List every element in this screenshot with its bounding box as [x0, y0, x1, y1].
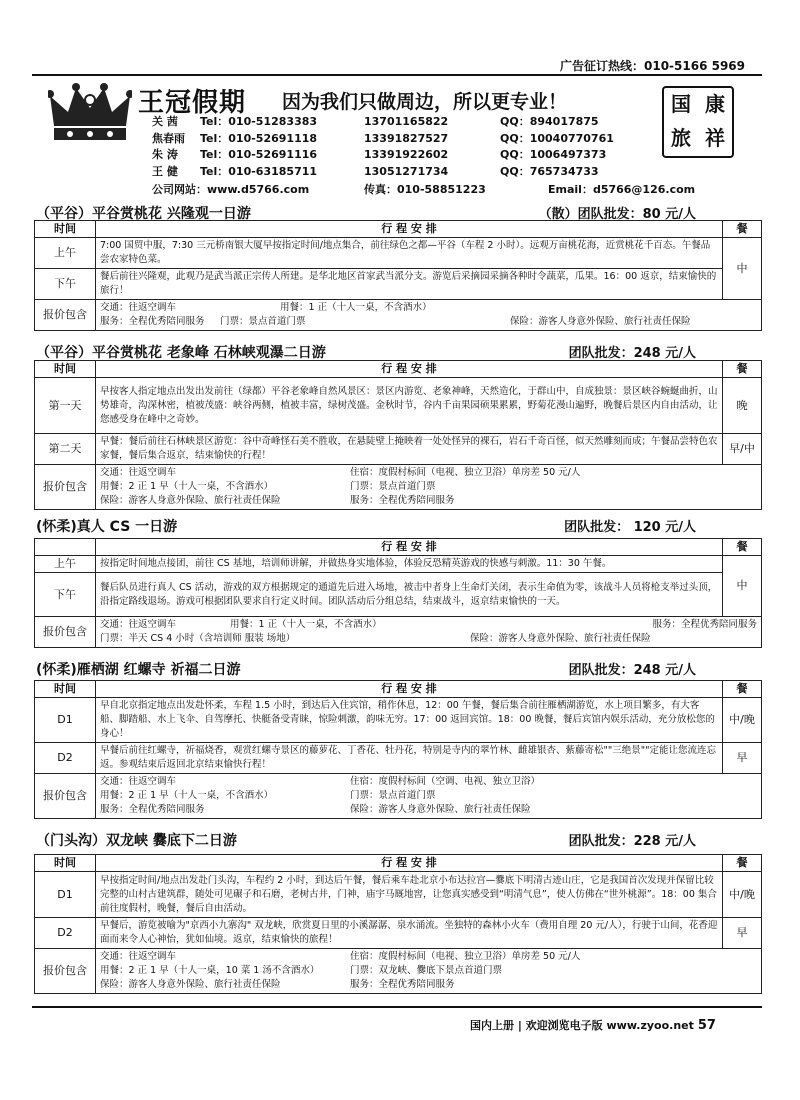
company-website[interactable]: 公司网站：www.d5766.com: [152, 183, 310, 196]
contact-row: 王 健 Tel：010-63185711 13051271734 QQ：765734733: [152, 164, 599, 178]
table-row: 第一天 早按客人指定地点出发出发前往（绿都）平谷老象峰自然风景区：景区内游览、老象神峰，天然造化，于群山中，自成独景：景区峡谷蜿蜒曲折，山势雄奇，沟深林密，植被茂盛：峡谷两侧，植被丰富，绿树茂盛。金秋时节，谷内千亩果园硕果累累，野菊花漫山遍野，晚餐后景区内自由活动，让您感受身在峰中之奇妙。 晚: [35, 378, 762, 434]
table-row: D2 早餐后前往红螺寺，祈福烧香，观赏红螺寺景区的藤萝花、丁香花、牡丹花，特别是寺内的翠竹林、雌雄银杏、紫藤寄松""三绝景""定能让您流连忘返。参观结束后返回北京结束愉快行程！ 早: [35, 743, 762, 774]
itinerary-table: 时间 行 程 安 排 餐 第一天 早按客人指定地点出发出发前往（绿都）平谷老象峰自然风景区：景区内游览、老象神峰，天然造化，于群山中，自成独景：景区峡谷蜿蜒曲折，山势雄奇，沟深林密，植被茂盛：峡谷两侧，植被丰富，绿树茂盛。金秋时节，谷内千亩果园硕果累累，野菊花漫山遍野，晚餐后景区内自由活动，让您感受身在峰中之奇妙。 晚 第二天 早餐：餐后前往石林峡景区游览：谷中奇峰怪石美不胜收，在悬陡壁上掩映着一处处怪异的裸石，岩石千奇百怪，似天然雕刻而成；午餐品尝特色农家餐，餐后集合返京，结束愉快的行程！ 早/中 报价包含 交通：往返空调车 住宿：度假村标间（电视、独立卫浴）单房差 50 元/人 用餐：2 正 1 早（十人一桌，不含酒水） 门票：景点首道门票 保险：游客人身意外保险、旅行社责任保险 服务：全程优秀陪同服务: [34, 360, 762, 510]
tour-price: （散）团队批发：80 元/人: [538, 207, 696, 222]
table-row: 第二天 早餐：餐后前往石林峡景区游览：谷中奇峰怪石美不胜收，在悬陡壁上掩映着一处处怪异的裸石，岩石千奇百怪，似天然雕刻而成；午餐品尝特色农家餐，餐后集合返京，结束愉快的行程！ 早/中: [35, 434, 762, 465]
tour-title: （平谷）平谷赏桃花 兴隆观一日游 （散）团队批发：80 元/人: [36, 203, 696, 223]
tour-price: 团队批发：228 元/人: [568, 834, 696, 849]
tour-price: 团队批发：248 元/人: [568, 346, 696, 361]
tour-title: （平谷）平谷赏桃花 老象峰 石林峡观瀑二日游 团队批发：248 元/人: [36, 342, 696, 362]
table-row: 下午 餐后队员进行真人 CS 活动，游戏的双方根据规定的通道先后进入场地，被击中者身上生命灯关闭，表示生命值为零，该战斗人员将枪支举过头顶，沿指定路线退场。游戏可根据团队要求自行定义时间。团队活动后分组总结，结束战斗，返京结束愉快的一天。: [35, 573, 762, 617]
ad-hotline: 广告征订热线：010-5166 5969: [560, 59, 746, 73]
page-footer: [470, 1017, 716, 1033]
email-address[interactable]: Email：d5766@126.com: [548, 183, 696, 196]
web-contact-row: [152, 181, 695, 197]
service-row: 报价包含 交通：往返空调车 用餐：1 正（十人一桌，不含酒水） 服务：全程优秀陪同服务 门票：景点首道门票 保险：游客人身意外保险、旅行社责任保险: [35, 300, 762, 331]
contact-row: 焦春雨 Tel：010-52691118 13391827527 QQ：10040770761: [152, 131, 614, 145]
service-row: 报价包含 交通：往返空调车 住宿：度假村标间（电视、独立卫浴）单房差 50 元/人 用餐：2 正 1 早（十人一桌，10 菜 1 汤不含酒水） 门票：双龙峡、爨底下景点首道门票 保险：游客人身意外保险、旅行社责任保险 服务：全程优秀陪同服务: [35, 949, 762, 994]
contact-row: 朱 涛 Tel：010-52691116 13391922602 QQ：1006497373: [152, 148, 607, 161]
table-row: 上午 按指定时间地点接团，前往 CS 基地，培训师讲解，并做热身实地体验，体验反恐精英游戏的快感与刺激。11：30 午餐。 中: [35, 556, 762, 573]
brand-slogan: 因为我们只做周边，所以更专业！: [282, 91, 568, 113]
brand-name: 王冠假期: [138, 88, 247, 118]
tour-title: (怀柔)雁栖湖 红螺寺 祈福二日游 团队批发：248 元/人: [36, 659, 696, 679]
table-row: 下午 餐后前往兴隆观，此观乃是武当派正宗传人所建。是华北地区首家武当派分支。游览后采摘园采摘各种时令蔬菜，瓜果。16：00 返京，结束愉快的旅行！: [35, 269, 762, 300]
tour-price: 团队批发： 120 元/人: [564, 520, 696, 535]
footer-text: 国内上册 | 欢迎浏览电子版 www.zyoo.net: [470, 1019, 694, 1032]
itinerary-table: 时间 行 程 安 排 餐 D1 早按指定时间/地点出发赴门头沟，车程约 2 小时，到达后午餐，餐后乘车赴北京小布达拉宫—爨底下明清古迹山庄，它是我国首次发现并保留比较完整的山村古建筑群，随处可见碾子和石磨，老树古井，门神，庙宇马厩地窖，让您真实感受到“明清气息”，使人仿佛在“世外桃源”。18：00 集合前往度假村，晚餐，餐后自由活动。 中/晚 D2 早餐后，游览被喻为"京西小九寨沟" 双龙峡，欣赏夏日里的小溪潺潺、泉水涌流。坐独特的森林小火车（费用自理 20 元/人），行驶于山间，花香迎面而来令人心神怡，犹如仙境。返京，结束愉快的旅程！ 早 报价包含 交通：往返空调车 住宿：度假村标间（电视、独立卫浴）单房差 50 元/人 用餐：2 正 1 早（十人一桌，10 菜 1 汤不含酒水） 门票：双龙峡、爨底下景点首道门票 保险：游客人身意外保险、旅行社责任保险 服务：全程优秀陪同服务: [34, 854, 762, 994]
itinerary-table: 时间 行 程 安 排 餐 D1 早自北京指定地点出发赴怀柔，车程 1.5 小时，到达后入住宾馆，稍作休息，12：00 午餐，餐后集合前往雁栖湖游览，水上项目繁多，有大客船、脚踏船、水上飞伞、自驾摩托、快艇备受青睐，惊险刺激，韵味无穷。17：00 返回宾馆。18：00 晚餐，餐后宾馆内娱乐活动，充分放松您的身心！ 中/晚 D2 早餐后前往红螺寺，祈福烧香，观赏红螺寺景区的藤萝花、丁香花、牡丹花，特别是寺内的翠竹林、雌雄银杏、紫藤寄松""三绝景""定能让您流连忘返。参观结束后返回北京结束愉快行程！ 早 报价包含 交通：往返空调车 住宿：度假村标间（空调、电视、独立卫浴） 用餐：2 正 1 早（十人一桌，不含酒水） 门票：景点首道门票 服务：全程优秀陪同服务 保险：游客人身意外保险、旅行社责任保险: [34, 680, 762, 819]
tour-title: (怀柔)真人 CS 一日游 团队批发： 120 元/人: [36, 516, 696, 536]
contact-list: [152, 114, 660, 180]
fax-number: 传真：010-58851223: [364, 183, 486, 196]
table-row: D2 早餐后，游览被喻为"京西小九寨沟" 双龙峡，欣赏夏日里的小溪潺潺、泉水涌流。坐独特的森林小火车（费用自理 20 元/人），行驶于山间，花香迎面而来令人心神怡，犹如仙境。返京，结束愉快的旅程！ 早: [35, 918, 762, 949]
service-row: 报价包含 交通：往返空调车 用餐：1 正（十人一桌，不含酒水） 服务：全程优秀陪同服务 门票：半天 CS 4 小时（含培训师 服装 场地） 保险：游客人身意外保险、旅行社责任保险: [35, 617, 762, 648]
contact-row: 关 茜 Tel：010-51283383 13701165822 QQ：894017875: [152, 115, 599, 128]
page-number: 57: [697, 1018, 716, 1033]
service-row: 报价包含 交通：往返空调车 住宿：度假村标间（空调、电视、独立卫浴） 用餐：2 正 1 早（十人一桌，不含酒水） 门票：景点首道门票 服务：全程优秀陪同服务 保险：游客人身意外保险、旅行社责任保险: [35, 774, 762, 819]
bottom-divider: [32, 1006, 762, 1008]
table-row: D1 早按指定时间/地点出发赴门头沟，车程约 2 小时，到达后午餐，餐后乘车赴北京小布达拉宫—爨底下明清古迹山庄，它是我国首次发现并保留比较完整的山村古建筑群，随处可见碾子和石磨，老树古井，门神，庙宇马厩地窖，让您真实感受到“明清气息”，使人仿佛在“世外桃源”。18：00 集合前往度假村，晚餐，餐后自由活动。 中/晚: [35, 872, 762, 918]
crown-logo-icon: [48, 82, 132, 148]
tour-title: （门头沟）双龙峡 爨底下二日游 团队批发：228 元/人: [36, 830, 696, 850]
kangxiang-stamp-logo: 国 康 旅 祥: [662, 86, 734, 158]
table-row: 上午 7:00 国贸中服，7:30 三元桥南银大厦早按指定时间/地点集合，前往绿色之都—平谷（车程 2 小时）。远观万亩桃花海，近赏桃花千百态。午餐品尝农家特色菜。 中: [35, 238, 762, 269]
service-row: 报价包含 交通：往返空调车 住宿：度假村标间（电视、独立卫浴）单房差 50 元/人 用餐：2 正 1 早（十人一桌，不含酒水） 门票：景点首道门票 保险：游客人身意外保险、旅行社责任保险 服务：全程优秀陪同服务: [35, 465, 762, 510]
top-divider: [32, 74, 762, 76]
itinerary-table: 行 程 安 排 餐 上午 按指定时间地点接团，前往 CS 基地，培训师讲解，并做热身实地体验，体验反恐精英游戏的快感与刺激。11：30 午餐。 中 下午 餐后队员进行真人 CS 活动，游戏的双方根据规定的通道先后进入场地，被击中者身上生命灯关闭，表示生命值为零，该战斗人员将枪支举过头顶，沿指定路线退场。游戏可根据团队要求自行定义时间。团队活动后分组总结，结束战斗，返京结束愉快的一天。 报价包含 交通：往返空调车 用餐：1 正（十人一桌，不含酒水） 服务：全程优秀陪同服务 门票：半天 CS 4 小时（含培训师 服装 场地） 保险：游客人身意外保险、旅行社责任保险: [34, 538, 762, 648]
itinerary-table: 时间 行 程 安 排 餐 上午 7:00 国贸中服，7:30 三元桥南银大厦早按指定时间/地点集合，前往绿色之都—平谷（车程 2 小时）。远观万亩桃花海，近赏桃花千百态。午餐品尝农家特色菜。 中 下午 餐后前往兴隆观，此观乃是武当派正宗传人所建。是华北地区首家武当派分支。游览后采摘园采摘各种时令蔬菜，瓜果。16：00 返京，结束愉快的旅行！ 报价包含 交通：往返空调车 用餐：1 正（十人一桌，不含酒水） 服务：全程优秀陪同服务 门票：景点首道门票 保险：游客人身意外保险、旅行社责任保险: [34, 220, 762, 331]
table-row: D1 早自北京指定地点出发赴怀柔，车程 1.5 小时，到达后入住宾馆，稍作休息，12：00 午餐，餐后集合前往雁栖湖游览，水上项目繁多，有大客船、脚踏船、水上飞伞、自驾摩托、快艇备受青睐，惊险刺激，韵味无穷。17：00 返回宾馆。18：00 晚餐，餐后宾馆内娱乐活动，充分放松您的身心！ 中/晚: [35, 698, 762, 743]
tour-price: 团队批发：248 元/人: [568, 663, 696, 678]
